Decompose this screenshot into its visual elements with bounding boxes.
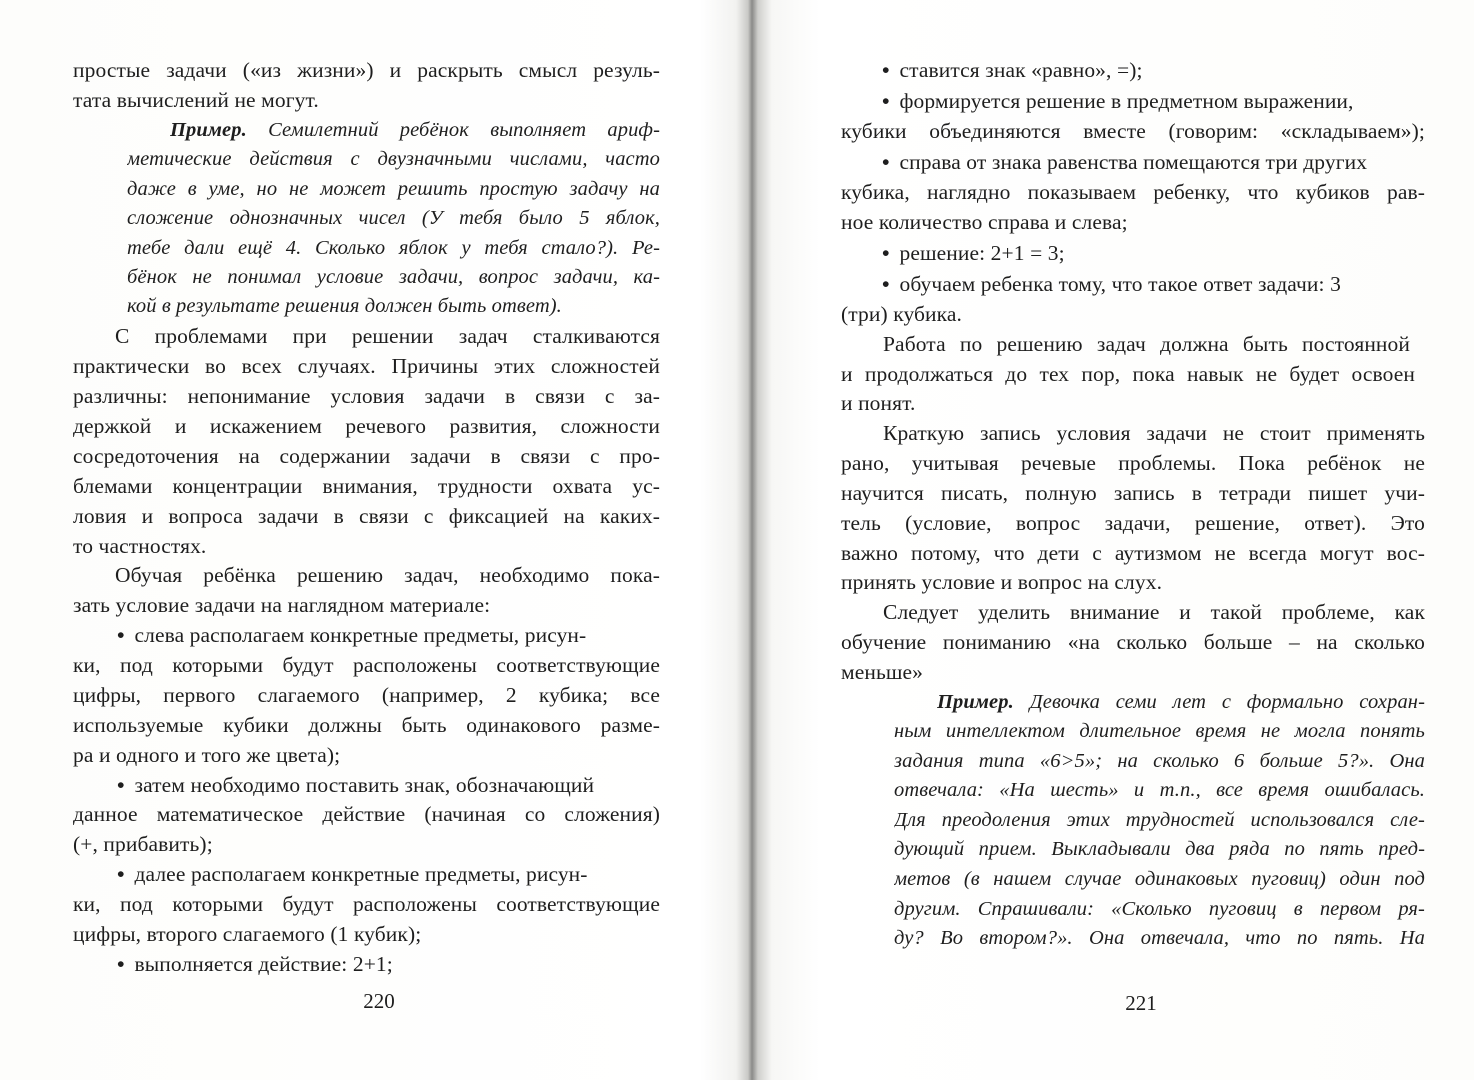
text-line: используемые кубики должны быть одинакового разме- [73, 713, 660, 737]
example-line: метов (в нашем случае одинаковых пуговиц) один под [894, 868, 1425, 890]
text-line: научится писать, полную запись в тетради пишет учи- [841, 481, 1425, 505]
example-label: Пример. [170, 119, 247, 141]
bullet-text: формируется решение в предметном выражении, [899, 89, 1354, 113]
text-line: и продолжаться до тех пор, пока навык не будет освоен [841, 362, 1415, 386]
bullet-icon: • [117, 773, 125, 797]
text-line: цифры, первого слагаемого (например, 2 кубика; все [73, 683, 660, 707]
text-line: тель (условие, вопрос задачи, решение, ответ). Это [841, 511, 1425, 535]
bullet-line [882, 241, 1065, 265]
bullet-icon: • [882, 272, 890, 296]
text-line: обучение пониманию «на сколько больше – на сколько [841, 630, 1425, 654]
text-line: простые задачи («из жизни») и раскрыть смысл резуль- [73, 58, 660, 82]
text-line: важно потому, что дети с аутизмом не всегда могут вос- [841, 541, 1425, 565]
text-line: ное количество справа и слева; [841, 210, 1128, 234]
text-line: Работа по решению задач должна быть постоянной [883, 332, 1410, 356]
bullet-icon: • [117, 862, 125, 886]
text-line: сосредоточения на содержании задачи в связи с про- [73, 444, 660, 468]
text-line: (+, прибавить); [73, 832, 213, 856]
text-line: ки, под которыми будут расположены соответствующие [73, 653, 660, 677]
bullet-text: затем необходимо поставить знак, обозначающий [134, 773, 595, 797]
text-line: зать условие задачи на наглядном материале: [73, 593, 491, 617]
bullet-icon: • [882, 89, 890, 113]
text-line: принять условие и вопрос на слух. [841, 570, 1163, 594]
text-line: С проблемами при решении задач сталкиваются [115, 324, 660, 348]
text-line: практически во всех случаях. Причины этих сложностей [73, 354, 660, 378]
bullet-line [117, 862, 588, 886]
bullet-line [117, 952, 393, 976]
bullet-line [882, 150, 1367, 174]
text-line: Следует уделить внимание и такой проблеме, как [883, 600, 1425, 624]
right-page [756, 0, 1474, 1080]
example-line: другим. Спрашивали: «Сколько пуговиц в первом ря- [894, 898, 1425, 920]
example-line: бёнок не понимал условие задачи, вопрос задачи, ка- [127, 266, 660, 288]
example-line: сложение однозначных чисел (У тебя было 5 яблок, [127, 207, 660, 229]
text-line: цифры, второго слагаемого (1 кубик); [73, 922, 422, 946]
example-line: кой в результате решения должен быть ответ). [127, 295, 562, 317]
example-line: Для преодоления этих трудностей использовался сле- [894, 809, 1425, 831]
example-line: дующий прием. Выкладывали два ряда по пять пред- [894, 838, 1425, 860]
example-line: метические действия с двузначными числами, часто [127, 148, 660, 170]
bullet-text: слева располагаем конкретные предметы, рисун- [134, 623, 587, 647]
bullet-line [882, 58, 1143, 82]
text-line: (три) кубика. [841, 302, 962, 326]
example-line: ным интеллектом длительное время не могла понять [894, 720, 1425, 742]
text-line: рано, учитывая речевые проблемы. Пока ребёнок не [841, 451, 1425, 475]
bullet-icon: • [882, 58, 890, 82]
page-number: 220 [363, 989, 395, 1013]
page-number: 221 [1125, 991, 1157, 1015]
bullet-text: справа от знака равенства помещаются три других [899, 150, 1368, 174]
text-line: и понят. [841, 391, 916, 415]
text-line: ра и одного и того же цвета); [73, 743, 341, 767]
text-line: меньше» [841, 660, 924, 684]
text-line: ловия и вопроса задачи в связи с фиксацией на каких- [73, 504, 660, 528]
text-line: кубики объединяются вместе (говорим: «складываем»); [841, 119, 1425, 143]
text-line: кубика, наглядно показываем ребенку, что кубиков рав- [841, 180, 1425, 204]
text-line: Обучая ребёнка решению задач, необходимо пока- [115, 563, 660, 587]
bullet-line [882, 89, 1354, 113]
text-line: держкой и искажением речевого развития, сложности [73, 414, 660, 438]
text-line: тата вычислений не могут. [73, 88, 319, 112]
example-line [170, 118, 660, 142]
text-line: блемами концентрации внимания, трудности охвата ус- [73, 474, 660, 498]
bullet-icon: • [882, 150, 890, 174]
example-line: отвечала: «На шесть» и т.п., все время ошибалась. [894, 779, 1425, 801]
bullet-icon: • [117, 623, 125, 647]
example-line: ду? Во втором?». Она отвечала, что по пять. На [894, 927, 1425, 949]
bullet-text: решение: 2+1 = 3; [899, 241, 1065, 265]
bullet-text: ставится знак «равно», =); [899, 58, 1143, 82]
text-line: Краткую запись условия задачи не стоит применять [883, 421, 1425, 445]
bullet-text: далее располагаем конкретные предметы, рисун- [134, 862, 588, 886]
bullet-line [882, 272, 1425, 296]
text-line: данное математическое действие (начиная со сложения) [73, 802, 660, 826]
bullet-line [117, 623, 660, 647]
example-label: Пример. [937, 691, 1014, 713]
text-line: ки, под которыми будут расположены соответствующие [73, 892, 660, 916]
example-line [937, 690, 1425, 714]
text-line: то частностях. [73, 534, 207, 558]
example-text: Семилетний ребёнок выполняет ариф- [268, 119, 660, 141]
example-line: тебе дали ещё 4. Сколько яблок у тебя стало?). Ре- [127, 237, 660, 259]
example-line: задания типа «6>5»; на сколько 6 больше 5?». Она [894, 750, 1425, 772]
bullet-text: выполняется действие: 2+1; [134, 952, 393, 976]
bullet-icon: • [117, 952, 125, 976]
bullet-text: обучаем ребенка тому, что такое ответ задачи: 3 [899, 272, 1341, 296]
example-text: Девочка семи лет с формально сохран- [1029, 691, 1425, 713]
bullet-line [117, 773, 594, 797]
bullet-icon: • [882, 241, 890, 265]
text-line: различны: непонимание условия задачи в связи с за- [73, 384, 660, 408]
example-line: даже в уме, но не может решить простую задачу на [127, 178, 660, 200]
